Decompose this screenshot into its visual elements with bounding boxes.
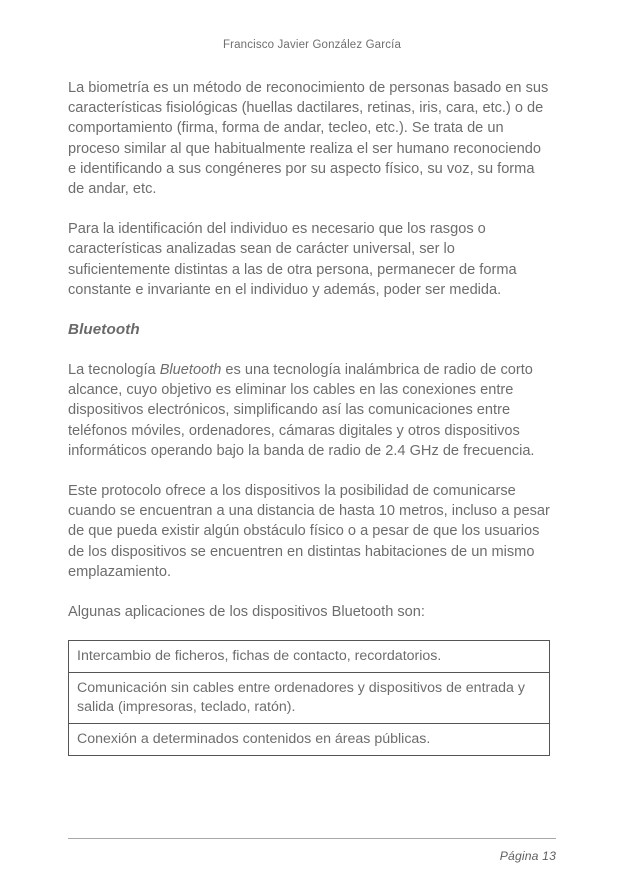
table-row <box>69 723 550 755</box>
paragraph-identificacion: Para la identificación del individuo es necesario que los rasgos o características analizadas sean de carácter universal, ser lo suficientemente distintas a las de otra persona, permanecer de forma constante e invariante en el individuo y además, poder ser medida. <box>68 221 517 298</box>
bluetooth-applications-table <box>68 640 550 756</box>
table-cell-application-3: Conexión a determinados contenidos en áreas públicas. <box>69 723 550 755</box>
table-row <box>69 641 550 673</box>
table-cell-application-2: Comunicación sin cables entre ordenadores y dispositivos de entrada y salida (impresoras, teclado, ratón). <box>69 673 550 723</box>
footer-divider <box>68 838 556 839</box>
table-intro-text: Algunas aplicaciones de los dispositivos Bluetooth son: <box>68 604 425 621</box>
table-cell-application-1: Intercambio de ficheros, fichas de contacto, recordatorios. <box>69 641 550 673</box>
paragraph-bluetooth-definition <box>68 360 552 461</box>
footer-page-number: Página 13 <box>499 849 556 863</box>
bluetooth-paragraph-lead: La tecnología <box>68 362 160 379</box>
document-body <box>68 78 552 756</box>
bluetooth-paragraph-rest: es una tecnología inalámbrica de radio de corto alcance, cuyo objetivo es eliminar los cables en las conexiones entre dispositivos electrónicos, simplificando así las comunicaciones entre teléfonos móviles, ordenadores, cámaras digitales y otros dispositivos informáticos operando bajo la banda de radio de 2.4 GHz de frecuencia. <box>68 362 535 459</box>
paragraph-biometria: La biometría es un método de reconocimiento de personas basado en sus características fisiológicas (huellas dactilares, retinas, iris, cara, etc.) o de comportamiento (firma, forma de andar, tecleo, etc.). Se trata de un proceso similar al que habitualmente realiza el ser humano reconociendo e identificando a sus congéneres por su aspecto físico, su voz, su forma de andar, etc. <box>68 80 549 198</box>
paragraph-protocolo: Este protocolo ofrece a los dispositivos la posibilidad de comunicarse cuando se encuentran a una distancia de hasta 10 metros, incluso a pesar de que pueda existir algún obstáculo físico o a pesar de que los usuarios de los dispositivos se encuentren en distintas habitaciones de un mismo emplazamiento. <box>68 483 550 580</box>
bluetooth-italic-term: Bluetooth <box>159 362 222 379</box>
table-row <box>69 673 550 723</box>
document-header-author: Francisco Javier González García <box>222 39 401 51</box>
section-heading-bluetooth: Bluetooth <box>68 321 140 339</box>
document-footer <box>68 838 556 863</box>
